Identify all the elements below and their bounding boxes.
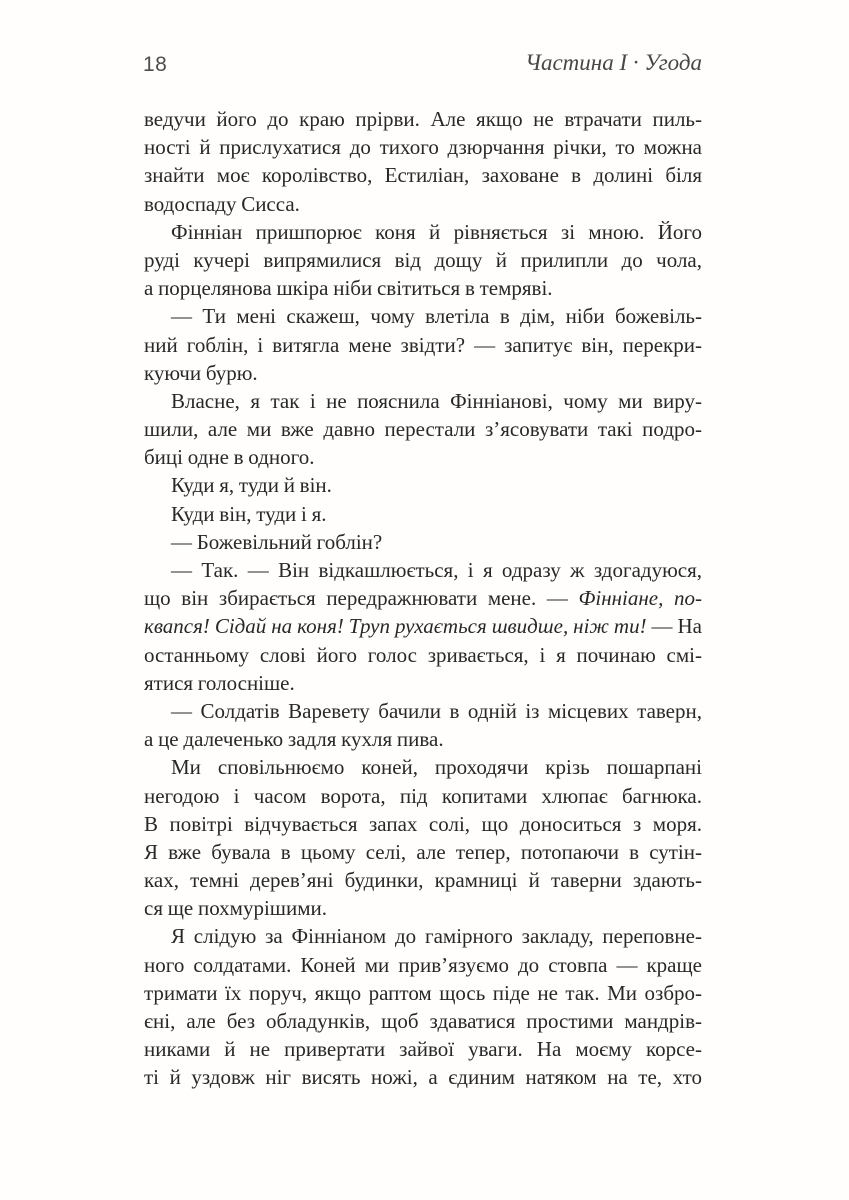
text-segment: Я вже бувала в цьому селі, але тепер, потопаючи в сутін-	[144, 839, 702, 864]
text-line	[144, 331, 702, 359]
text-line	[144, 1007, 702, 1035]
text-segment: Фінніан пришпорює коня й рівняється зі мною. Його	[171, 219, 702, 244]
text-segment: — На	[646, 614, 702, 639]
text-line	[144, 1063, 702, 1091]
text-line	[144, 669, 702, 697]
text-segment: шили, але ми вже давно перестали з’ясовувати такі подро-	[144, 417, 702, 442]
text-segment: ний гоблін, і витягла мене звідти? — запитує він, перекри-	[144, 332, 702, 357]
text-segment: єні, але без обладунків, щоб здаватися простими мандрів-	[144, 1009, 702, 1033]
italic-text-segment: Фінніане, по-	[578, 586, 702, 611]
page-number: 18	[143, 53, 168, 76]
text-line	[144, 556, 702, 584]
text-segment: ся ще похмурішими.	[144, 896, 327, 921]
text-line	[144, 161, 702, 189]
text-line	[144, 218, 702, 246]
text-segment: руді кучері випрямилися від дощу й прилипли до чола,	[144, 247, 702, 272]
text-segment: негодою і часом ворота, під копитами хлюпає багнюка.	[144, 783, 702, 808]
italic-text-segment: квапся! Сідай на коня! Труп рухається швидше, ніж ти!	[144, 614, 647, 639]
text-segment: а це далеченько задля кухля пива.	[144, 727, 444, 752]
text-line	[144, 246, 702, 274]
text-segment: — Божевільний гоблін?	[171, 529, 383, 554]
text-segment: ності й прислухатися до тихого дзюрчання річки, то можна	[144, 135, 702, 160]
text-line	[144, 105, 702, 133]
text-segment: биці одне в одного.	[144, 445, 315, 470]
text-segment: знайти моє королівство, Естиліан, заховане в долині біля	[144, 163, 702, 188]
text-segment: що він збирається передражнювати мене. —	[144, 586, 579, 611]
text-line	[144, 443, 702, 471]
text-line	[144, 753, 702, 781]
text-segment: — Так. — Він відкашлюється, і я одразу ж здогадуюся,	[171, 558, 702, 582]
text-line	[144, 471, 702, 499]
text-segment: Куди я, туди й він.	[171, 473, 332, 498]
text-line	[144, 133, 702, 161]
text-line	[144, 810, 702, 838]
running-head: Частина I · Угода	[525, 50, 702, 75]
text-line	[144, 584, 702, 612]
text-line	[144, 922, 702, 950]
text-segment: Я слідую за Фінніаном до гамірного закладу, переповне-	[171, 924, 702, 949]
text-line	[144, 782, 702, 810]
text-segment: тримати їх поруч, якщо раптом щось піде не так. Ми озбро-	[144, 980, 702, 1005]
text-segment: Куди він, туди і я.	[171, 501, 327, 526]
text-line	[144, 302, 702, 330]
text-line	[144, 415, 702, 443]
text-line	[144, 697, 702, 725]
text-block	[144, 105, 702, 1092]
text-line	[144, 190, 702, 218]
text-segment: а порцелянова шкіра ніби світиться в темряві.	[144, 276, 553, 301]
text-line	[144, 894, 702, 922]
text-segment: ятися голосніше.	[144, 670, 295, 695]
text-segment: никами й не привертати зайвої уваги. На моєму корсе-	[144, 1037, 702, 1062]
text-segment: В повітрі відчувається запах солі, що доноситься з моря.	[144, 811, 702, 836]
text-line	[144, 866, 702, 894]
text-segment: ного солдатами. Коней ми прив’язуємо до стовпа — краще	[144, 952, 702, 977]
text-segment: ках, темні дерев’яні будинки, крамниці й таверни здають-	[144, 868, 702, 893]
text-line	[144, 274, 702, 302]
text-segment: — Солдатів Варевету бачили в одній із місцевих таверн,	[171, 698, 702, 723]
text-line	[144, 979, 702, 1007]
text-segment: Власне, я так і не пояснила Фінніанові, чому ми виру-	[171, 388, 702, 413]
text-segment: Ми сповільнюємо коней, проходячи крізь пошарпані	[171, 755, 702, 780]
text-segment: куючи бурю.	[144, 360, 258, 385]
text-segment: останньому слові його голос зривається, і я починаю смі-	[144, 642, 702, 667]
text-line	[144, 387, 702, 415]
text-segment: ведучи його до краю прірви. Але якщо не втрачати пиль-	[144, 107, 702, 131]
text-line	[144, 1035, 702, 1063]
text-line	[144, 641, 702, 669]
text-line	[144, 951, 702, 979]
text-line	[144, 725, 702, 753]
text-line	[144, 612, 702, 640]
text-segment: ті й уздовж ніг висять ножі, а єдиним натяком на те, хто	[144, 1065, 702, 1090]
text-segment: водоспаду Сисса.	[144, 191, 300, 216]
text-line	[144, 838, 702, 866]
text-line	[144, 359, 702, 387]
text-segment: — Ти мені скажеш, чому влетіла в дім, ніби божевіль-	[171, 304, 702, 329]
text-line	[144, 528, 702, 556]
text-line	[144, 500, 702, 528]
